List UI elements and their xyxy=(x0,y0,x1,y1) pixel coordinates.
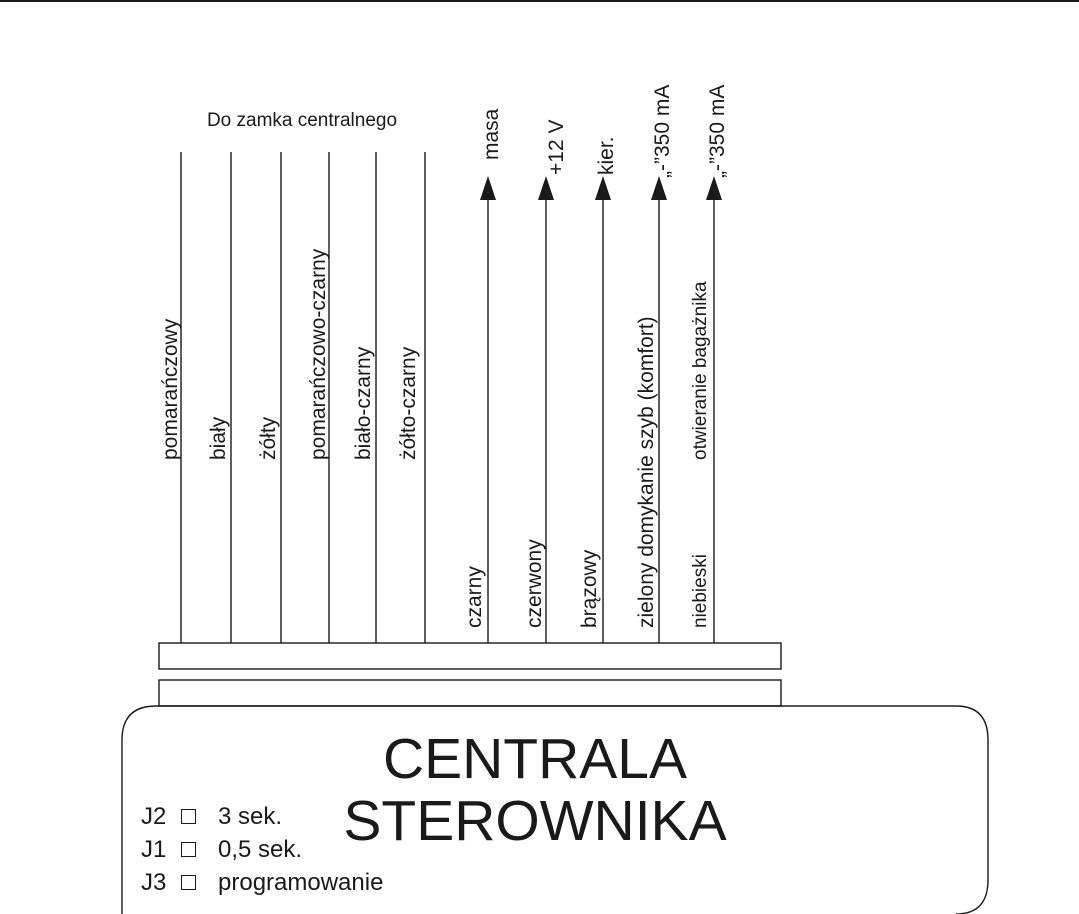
jumper-j2 xyxy=(141,800,383,833)
wire-label-yellow: żółty xyxy=(257,416,280,460)
function-label-12v: +12 V xyxy=(545,119,568,175)
central-lock-header: Do zamka centralnego xyxy=(206,110,398,131)
wire-label-white-black: biało-czarny xyxy=(352,346,375,460)
control-unit-title-line2: STEROWNIKA xyxy=(343,789,727,853)
function-label-green-current: „-”350 mA xyxy=(651,84,674,178)
wire-label-trunk: otwieranie bagażnika xyxy=(690,281,711,460)
jumper-label: 3 sek. xyxy=(218,803,283,830)
wire-label-orange-black: pomarańczowo-czarny xyxy=(307,248,330,460)
wire-label-green: zielony domykanie szyb (komfort) xyxy=(635,316,658,628)
jumper-box-icon xyxy=(181,875,196,890)
function-label-ground: masa xyxy=(480,108,503,160)
jumper-id: J3 xyxy=(141,869,167,896)
wire-label-black: czarny xyxy=(463,566,486,628)
jumper-j3 xyxy=(141,866,383,899)
jumper-label: programowanie xyxy=(218,869,384,896)
wire-label-brown: brązowy xyxy=(578,549,601,628)
arrow-brown xyxy=(595,176,611,200)
jumper-id: J2 xyxy=(141,803,167,830)
wire-label-yellow-black: żółto-czarny xyxy=(397,346,420,460)
jumper-label: 0,5 sek. xyxy=(218,836,303,863)
function-label-blue-current: „-”350 mA xyxy=(706,84,729,178)
arrow-red xyxy=(538,176,554,200)
arrow-green xyxy=(651,176,667,200)
connector-strip-upper xyxy=(159,643,781,669)
wire-label-red: czerwony xyxy=(523,539,546,628)
arrow-black xyxy=(480,176,496,200)
connector-strip-lower xyxy=(159,680,781,706)
wire-label-white: biały xyxy=(207,416,230,460)
jumper-id: J1 xyxy=(141,836,167,863)
arrow-blue xyxy=(706,176,722,200)
wire-label-orange: pomarańczowy xyxy=(159,318,182,460)
jumper-list xyxy=(141,800,383,899)
wire-label-blue: niebieski xyxy=(690,554,711,628)
jumper-j1 xyxy=(141,833,383,866)
jumper-box-icon xyxy=(181,842,196,857)
function-label-indicator: kier. xyxy=(595,136,618,175)
jumper-box-icon xyxy=(181,809,196,824)
control-unit-title-line1: CENTRALA xyxy=(382,727,688,791)
